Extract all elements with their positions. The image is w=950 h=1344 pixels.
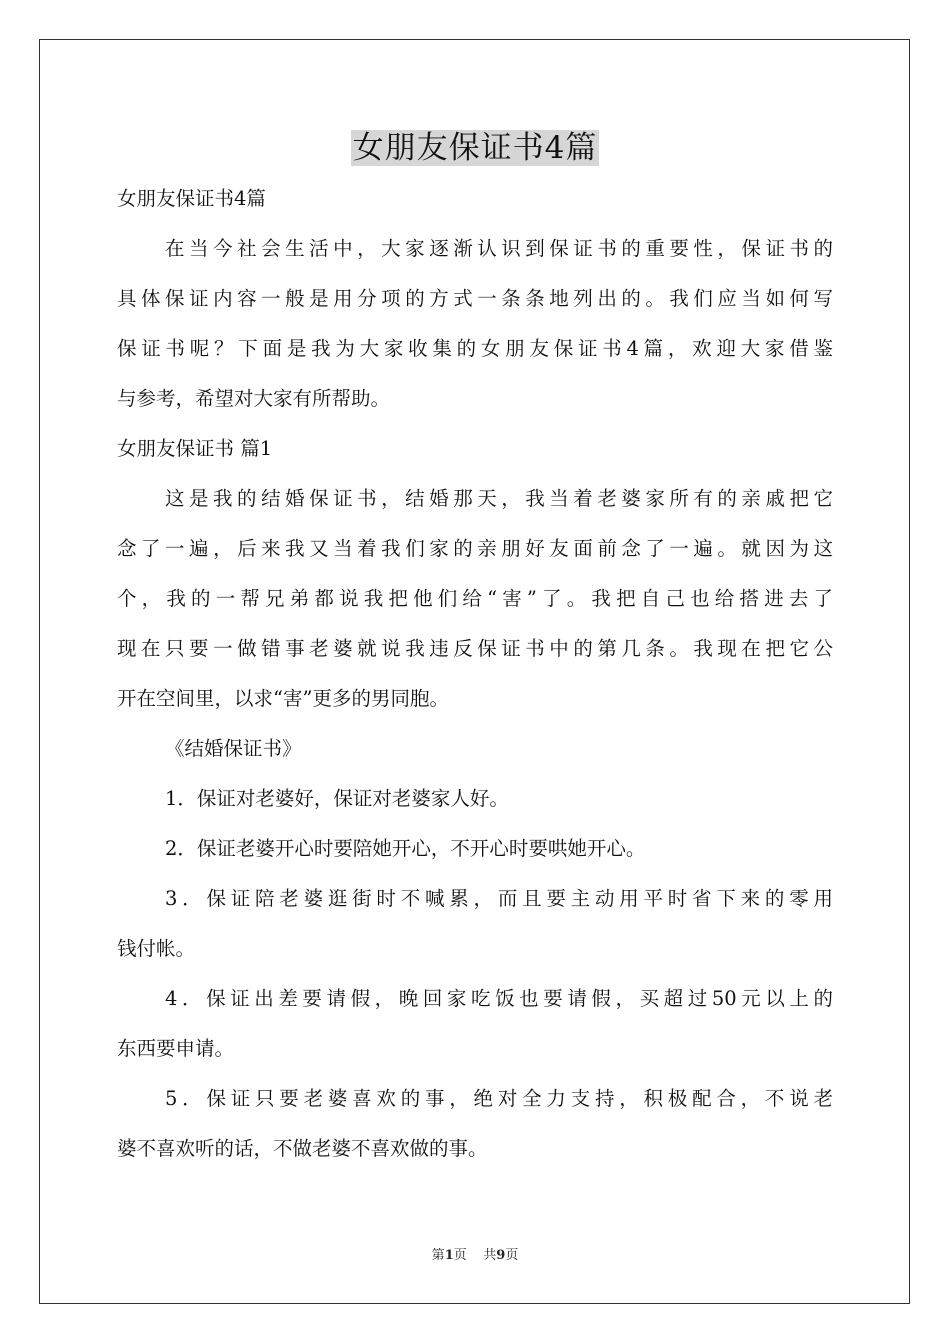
paragraph-line: 这是我的结婚保证书，结婚那天，我当着老婆家所有的亲戚把它 [165,487,833,510]
paragraph-line: 在当今社会生活中，大家逐渐认识到保证书的重要性，保证书的 [165,237,833,260]
list-item: 4．保证出差要请假，晚回家吃饭也要请假，买超过50元以上的 [165,987,833,1010]
subtitle-line: 女朋友保证书4篇 [117,187,266,210]
list-item-continuation: 钱付帐。 [117,937,196,960]
footer-total-pages: 9 [496,1248,506,1263]
paragraph-line: 现在只要一做错事老婆就说我违反保证书中的第几条。我现在把它公 [117,637,833,660]
list-item-continuation: 东西要申请。 [117,1037,235,1060]
list-item: 2．保证老婆开心时要陪她开心，不开心时要哄她开心。 [165,837,646,860]
paragraph-line: 开在空间里，以求“害”更多的男同胞。 [117,687,449,710]
document-title [0,128,950,168]
section-heading: 女朋友保证书 篇1 [117,437,273,460]
paragraph-line: 具体保证内容一般是用分项的方式一条条地列出的。我们应当如何写 [117,287,833,310]
list-item: 5．保证只要老婆喜欢的事，绝对全力支持，积极配合，不说老 [165,1087,833,1110]
paragraph-line: 个，我的一帮兄弟都说我把他们给“害”了。我把自己也给搭进去了 [117,587,833,610]
paragraph-line: 念了一遍，后来我又当着我们家的亲朋好友面前念了一遍。就因为这 [117,537,833,560]
page-frame [39,39,910,1304]
footer-suffix: 页 [505,1248,519,1263]
list-item: 3．保证陪老婆逛街时不喊累，而且要主动用平时省下来的零用 [165,887,833,910]
footer-mid: 页 共 [453,1248,497,1263]
footer-current-page: 1 [444,1248,454,1263]
list-item-continuation: 婆不喜欢听的话，不做老婆不喜欢做的事。 [117,1137,488,1160]
page-footer [0,1247,950,1265]
list-item: 1．保证对老婆好，保证对老婆家人好。 [165,787,509,810]
footer-prefix: 第 [431,1248,445,1263]
document-title-text: 女朋友保证书4篇 [352,130,598,166]
paragraph-line: 与参考，希望对大家有所帮助。 [117,387,391,410]
book-title-line: 《结婚保证书》 [165,737,302,760]
paragraph-line: 保证书呢？下面是我为大家收集的女朋友保证书4篇，欢迎大家借鉴 [117,337,833,360]
